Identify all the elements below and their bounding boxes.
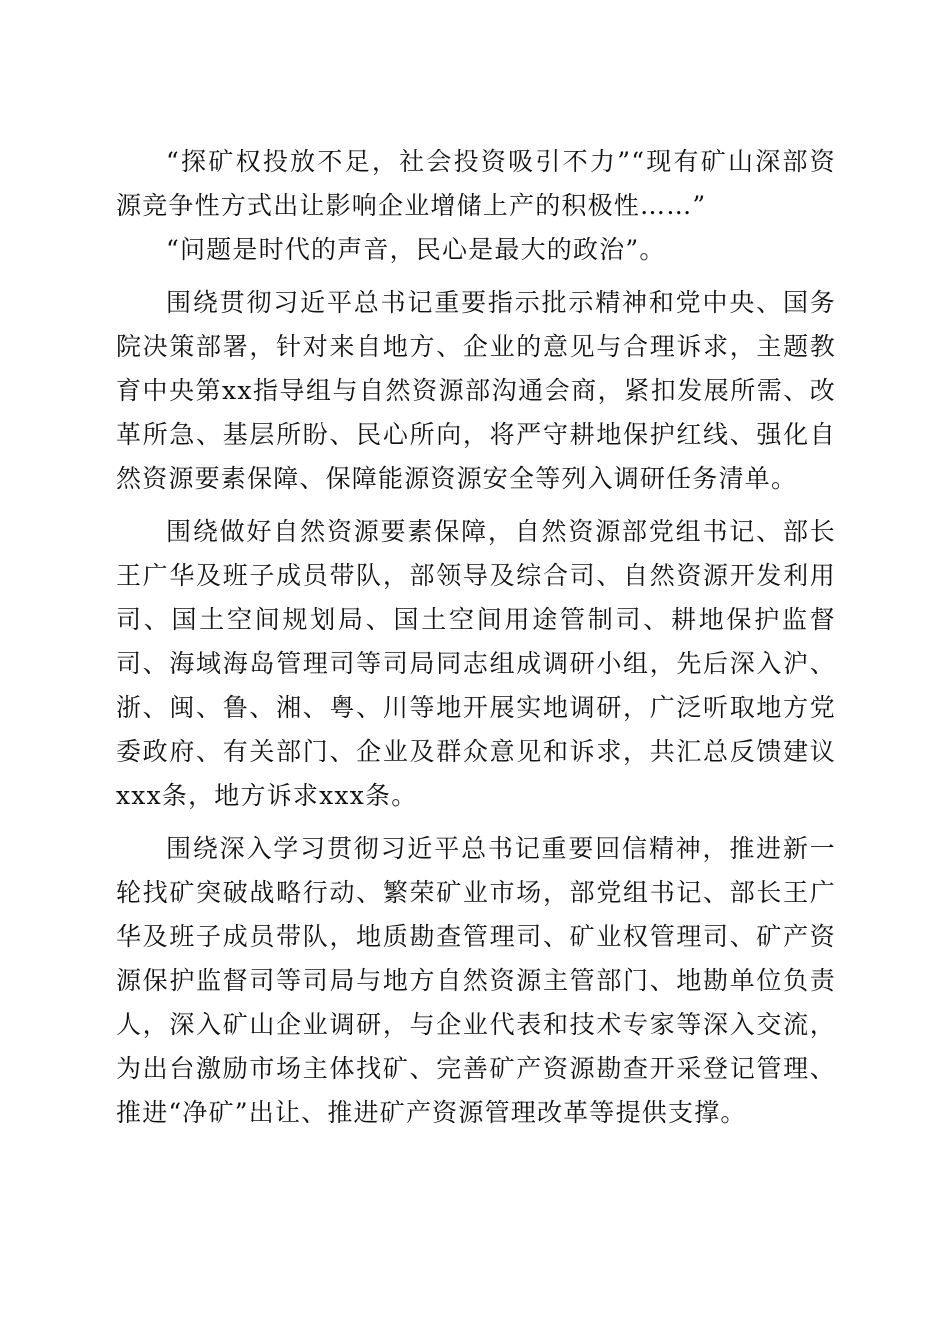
paragraph-problem-quotes: “探矿权投放不足，社会投资吸引不力”“现有矿山深部资源竞争性方式出让影响企业增储上产的积极性……” (116, 147, 836, 220)
paragraph-mining-research: 围绕深入学习贯彻习近平总书记重要回信精神，推进新一轮找矿突破战略行动、繁荣矿业市场，部党组书记、部长王广华及班子成员带队，地质勘查管理司、矿业权管理司、矿产资源保护监督司等司局与地方自然资源主管部门、地勘单位负责人，深入矿山企业调研，与企业代表和技术专家等深入交流，为出台激励市场主体找矿、完善矿产资源勘查开采登记管理、推进“净矿”出让、推进矿产资源管理改革等提供支撑。 (116, 834, 836, 1127)
paragraph-task-list: 围绕贯彻习近平总书记重要指示批示精神和党中央、国务院决策部署，针对来自地方、企业的意见与合理诉求，主题教育中央第xx指导组与自然资源部沟通会商，紧扣发展所需、改革所急、基层所盼、民心所向，将严守耕地保护红线、强化自然资源要素保障、保障能源资源安全等列入调研任务清单。 (116, 288, 836, 493)
paragraph-era-voice: “问题是时代的声音，民心是最大的政治”。 (166, 235, 666, 264)
paragraph-resource-guarantee: 围绕做好自然资源要素保障，自然资源部党组书记、部长王广华及班子成员带队，部领导及综合司、自然资源开发利用司、国土空间规划局、国土空间用途管制司、耕地保护监督司、海域海岛管理司等司局同志组成调研小组，先后深入沪、浙、闽、鲁、湘、粤、川等地开展实地调研，广泛听取地方党委政府、有关部门、企业及群众意见和诉求，共汇总反馈建议xxx条，地方诉求xxx条。 (116, 517, 836, 810)
document-body (116, 140, 836, 1135)
